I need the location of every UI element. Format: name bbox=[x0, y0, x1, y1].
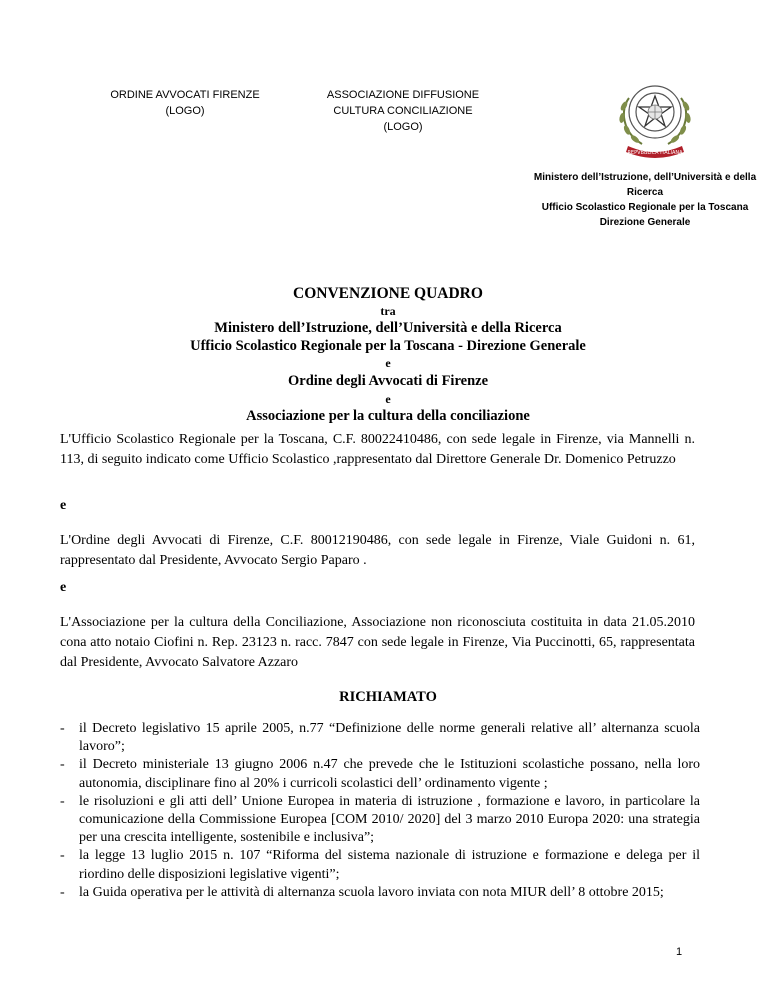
title-line: Ufficio Scolastico Regionale per la Toscana - Direzione Generale bbox=[190, 337, 586, 354]
page-number: 1 bbox=[676, 946, 683, 958]
list-bullet: - bbox=[60, 793, 65, 809]
emblem-ribbon-text: REPVBBLICA ITALIANA bbox=[627, 150, 683, 156]
ministry-line: Direzione Generale bbox=[599, 217, 691, 228]
title-line: tra bbox=[380, 303, 396, 318]
party-conciliation-association: L'Associazione per la cultura della Conciliazione, Associazione non riconosciuta costituita in data 21.05.2010 cona atto notaio Ciofini n. Rep. 23123 n. racc. 7847 con sede legale in Firenze, Via Puccinotti, 65, rappresentata dal Presidente, Avvocato Salvatore Azzaro bbox=[60, 615, 695, 670]
ministry-line: Ricerca bbox=[626, 187, 664, 198]
section-heading-richiamato: RICHIAMATO bbox=[339, 689, 437, 705]
list-bullet: - bbox=[60, 721, 65, 736]
ministry-office-heading bbox=[510, 170, 768, 230]
bar-association-logo-placeholder: ORDINE AVVOCATI FIRENZE (LOGO) bbox=[110, 89, 260, 117]
ministry-line: Ufficio Scolastico Regionale per la Toscana bbox=[541, 202, 749, 213]
list-bullet: - bbox=[60, 884, 65, 900]
list-item: - il Decreto legislativo 15 aprile 2005, n.77 “Definizione delle norme generali relative all’ alternanza scuola lavoro”; bbox=[60, 721, 700, 755]
list-item: - il Decreto ministeriale 13 giugno 2006 n.47 che prevede che le Istituzioni scolastiche possano, nella loro autonomia, disciplinare fino al 20% i curricoli scolastici dell’ ordinamento vigente ; bbox=[60, 757, 700, 791]
title-line: e bbox=[385, 356, 391, 371]
list-item: - la Guida operativa per le attività di alternanza scuola lavoro inviata con nota MIUR dell’ 8 ottobre 2015; bbox=[60, 884, 700, 902]
title-line: Ministero dell’Istruzione, dell’Università e della Ricerca bbox=[214, 320, 562, 337]
party-regional-school-office: L'Ufficio Scolastico Regionale per la Toscana, C.F. 80022410486, con sede legale in Firenze, via Mannelli n. 113, di seguito indicato come Ufficio Scolastico ,rappresentato dal Direttore Generale Dr. Domenico Petruzzo bbox=[60, 432, 695, 467]
title-line: Associazione per la cultura della conciliazione bbox=[246, 408, 530, 425]
party-separator: e bbox=[60, 580, 67, 595]
ministry-line: Ministero dell’Istruzione, dell’Università e della bbox=[533, 172, 757, 183]
recitals-list bbox=[60, 720, 700, 902]
italian-republic-emblem-icon bbox=[602, 72, 708, 162]
title-line: e bbox=[385, 391, 391, 406]
party-separator: e bbox=[60, 498, 67, 513]
list-item: - le risoluzioni e gli atti dell’ Unione Europea in materia di istruzione , formazione e lavoro, in particolare la comunicazione della Commissione Europea [COM 2010/ 2020] del 3 marzo 2010 Europa 2020: una strategia per una crescita intelligente, sostenibile e inclusiva”; bbox=[60, 793, 700, 846]
party-bar-association: L'Ordine degli Avvocati di Firenze, C.F. 80012190486, con sede legale in Firenze, Viale Guidoni n. 61, rappresentato dal Presidente, Avvocato Sergio Paparo . bbox=[60, 533, 695, 568]
list-item: - la legge 13 luglio 2015 n. 107 “Riforma del sistema nazionale di istruzione e formazione e delega per il riordino delle disposizioni legislative vigenti”; bbox=[60, 848, 700, 882]
document-title: CONVENZIONE QUADRO bbox=[293, 285, 483, 302]
agreement-title-block bbox=[60, 285, 716, 426]
list-bullet: - bbox=[60, 757, 65, 773]
title-line: Ordine degli Avvocati di Firenze bbox=[287, 372, 489, 389]
list-bullet: - bbox=[60, 848, 65, 864]
conciliation-association-logo-placeholder: ASSOCIAZIONE DIFFUSIONE CULTURA CONCILIAZIONE (LOGO) bbox=[326, 89, 480, 133]
